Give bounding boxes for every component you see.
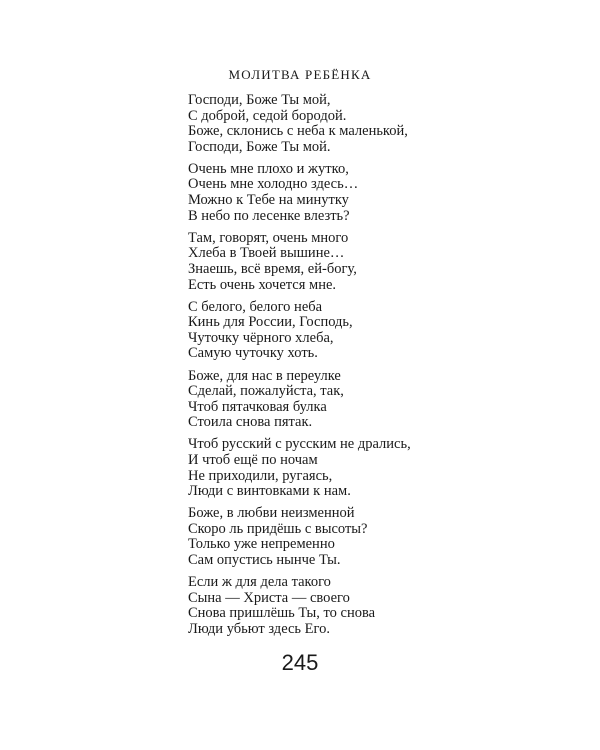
poem-line: Чтоб русский с русским не дрались, [188,436,411,453]
stanza [188,231,488,293]
page-number: 245 [281,650,319,675]
poem-line: Там, говорят, очень много [188,229,349,246]
stanza [188,93,488,155]
poem-line: Сделай, пожалуйста, так, [188,383,344,400]
poem-body [188,93,488,644]
poem-line: Кинь для России, Господь, [188,314,353,331]
poem-line: Сына — Христа — своего [188,589,350,606]
poem-line: Очень мне холодно здесь… [188,176,359,193]
poem-line: Есть очень хочется мне. [188,276,337,293]
stanza [188,437,488,499]
poem-line: Господи, Боже Ты мой, [188,92,331,108]
poem-line: В небо по лесенке влезть? [188,207,350,224]
poem-line: Только уже непременно [188,536,335,553]
stanza [188,162,488,224]
stanza [188,506,488,568]
poem-line: Снова пришлёшь Ты, то снова [188,605,376,622]
poem-line: Боже, склонись с неба к маленькой, [188,123,408,140]
poem-line: Очень мне плохо и жутко, [188,160,349,177]
poem-line: Боже, в любви неизменной [188,505,355,522]
poem-line: Можно к Тебе на минутку [188,192,349,209]
poem-line: Не приходили, ругаясь, [188,467,333,484]
poem-line: С белого, белого неба [188,298,323,315]
stanza [188,369,488,431]
poem-line: Скоро ль придёшь с высоты? [188,520,368,537]
stanza [188,575,488,637]
poem-line: Самую чуточку хоть. [188,345,318,362]
poem-title: МОЛИТВА РЕБЁНКА [228,67,372,82]
poem-line: Чуточку чёрного хлеба, [188,329,334,346]
stanza [188,300,488,362]
poem-line: Знаешь, всё время, ей-богу, [188,260,357,277]
poem-line: Стоила снова пятак. [188,414,313,431]
poem-line: Люди убьют здесь Его. [188,620,330,637]
poem-line: Боже, для нас в переулке [188,367,341,384]
poem-line: И чтоб ещё по ночам [188,451,318,468]
poem-line: Сам опустись нынче Ты. [188,552,341,569]
poem-line: Чтоб пятачковая булка [188,398,327,415]
poem-line: Если ж для дела такого [188,574,331,591]
poem-line: Люди с винтовками к нам. [188,483,351,500]
poem-line: С доброй, седой бородой. [188,107,347,124]
poem-line: Господи, Боже Ты мой. [188,138,331,155]
poem-line: Хлеба в Твоей вышине… [188,245,345,262]
